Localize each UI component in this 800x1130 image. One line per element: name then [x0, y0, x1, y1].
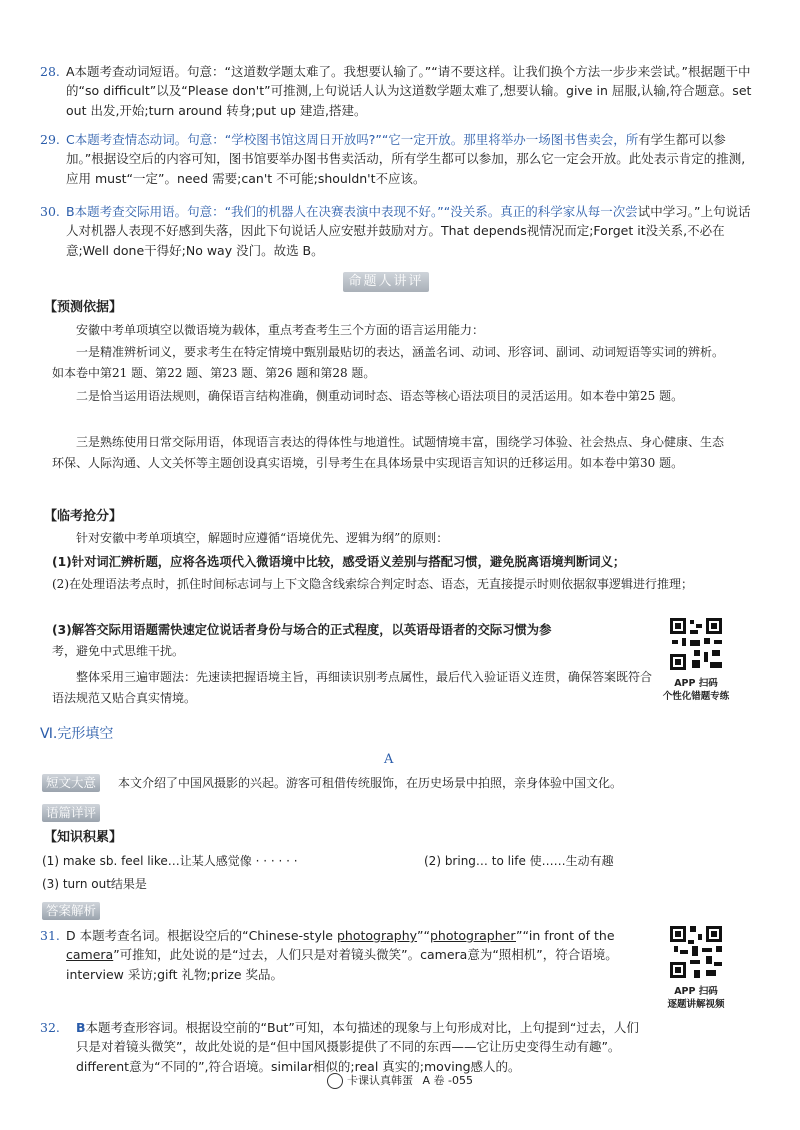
item-number: 30.: [40, 204, 60, 219]
qr-caption-line-2: 逐题讲解视频: [667, 998, 725, 1010]
knowledge-heading: 【知识积累】: [44, 830, 123, 845]
knowledge-item-1: (1) make sb. feel like…让某人感觉像 · · · · · ·: [42, 854, 298, 868]
answer-item-28: [40, 62, 752, 120]
item-text: A本题考查动词短语。句意：“这道数学题太难了。我想要认输了。”“请不要这样。让我们换个方法一步步来尝试。”根据题干中的“so difficult”以及“Please don't”可推测,上句说话人认为这道数学题太难了,想要认输。give in 屈服,认输,符合题意。set out 出发,开始;turn around 转身;put up 建造,搭建。: [66, 64, 752, 118]
basis-paragraph-4: 三是熟练使用日常交际用语，体现语言表达的得体性与地道性。试题情境丰富，围绕学习体验、社会热点、身心健康、生态环保、人际沟通、人文关怀等主题创设真实语境，引导考生在具体场景中实现语言知识的迁移运用。如本卷中第30 题。: [52, 435, 725, 470]
detail-tag: 语篇详评: [42, 804, 100, 822]
qr-caption-video: [650, 986, 742, 1012]
qr-caption-error-practice: [650, 678, 742, 704]
tips-paragraph-3: (2)在处理语法考点时，抓住时间标志词与上下文隐含线索综合判定时态、语态，无直接提示时则依据叙事逻辑进行推理；: [52, 577, 694, 591]
answer-letter: B: [76, 1020, 86, 1035]
summary-text: 本文介绍了中国风摄影的兴起。游客可租借传统服饰，在历史场景中拍照，亲身体验中国文化。: [118, 776, 623, 790]
answer-item-30: [40, 202, 752, 260]
answer-item-29: [40, 130, 752, 188]
item-text-highlight: C本题考查情态动词。句意：“学校图书馆这周日开放吗?”“它一定开放。那里将举办一场图书售卖会，所: [66, 132, 639, 147]
qr-code-video[interactable]: [668, 924, 724, 980]
item-text: [66, 130, 752, 188]
underlined-word: camera: [66, 947, 114, 963]
tips-paragraph-1: 针对安徽中考单项填空，解题时应遵循“语境优先、逻辑为纲”的原则：: [76, 531, 449, 545]
qr-caption-line-2: 个性化错题专练: [662, 690, 730, 702]
item-text-part: ”“in front of the: [515, 928, 615, 943]
tips-heading: 【临考抢分】: [44, 509, 123, 524]
footer-brand: 卡课认真韩蛋: [347, 1074, 413, 1087]
basis-paragraph-2: 一是精准辨析词义，要求考生在特定情境中甄别最贴切的表达，涵盖名词、动词、形容词、副词、动词短语等实词的辨析。如本卷中第21 题、第22 题、第23 题、第26 题和第28 题。: [52, 345, 725, 380]
item-number: 32.: [40, 1020, 60, 1035]
answer-item-32: [40, 1018, 640, 1076]
item-text-part: ”“: [417, 928, 430, 943]
knowledge-item-3: (3) turn out结果是: [42, 877, 147, 891]
basis-heading: 【预测依据】: [44, 300, 123, 315]
item-text: [66, 202, 752, 260]
knowledge-item-2: (2) bring… to life 使……生动有趣: [424, 854, 614, 868]
passage-label: A: [384, 752, 394, 767]
basis-paragraph-1: 安徽中考单项填空以微语境为载体，重点考查考生三个方面的语言运用能力：: [76, 323, 485, 337]
item-text-part: D 本题考查名词。根据设空后的“Chinese-style: [66, 928, 337, 943]
page-footer: [300, 1072, 500, 1089]
qr-code-error-practice[interactable]: [668, 616, 724, 672]
underlined-word: photography: [336, 928, 418, 943]
brand-logo-icon: [327, 1073, 343, 1089]
summary-tag: 短文大意: [42, 774, 100, 792]
underlined-word: photographer: [429, 928, 516, 943]
tips-paragraph-4-end: 考，避免中式思维干扰。: [52, 644, 185, 659]
qr-caption-line-1: APP 扫码: [674, 986, 718, 997]
tips-paragraph-4-strong: (3)解答交际用语题需快速定位说话者身份与场合的正式程度，以英语母语者的交际习惯为参: [52, 623, 552, 637]
item-text-part: ”可推知，此处说的是“过去，人们只是对着镜头微笑”。camera意为“照相机”，符合语境。interview 采访;gift 礼物;prize 奖品。: [66, 947, 618, 982]
item-number: 31.: [40, 928, 60, 943]
answer-item-31: [40, 926, 640, 984]
item-text-highlight: B本题考查交际用语。句意：“我们的机器人在决赛表演中表现不好。”“没关系。真正的科学家从每一次尝: [66, 204, 638, 219]
qr-caption-line-1: APP 扫码: [674, 678, 718, 689]
item-text: [76, 1018, 640, 1076]
answer-tag: 答案解析: [42, 902, 100, 920]
basis-paragraph-3: 二是恰当运用语法规则，确保语言结构准确，侧重动词时态、语态等核心语法项目的灵活运用。如本卷中第25 题。: [76, 389, 684, 403]
tips-paragraph-5: 整体采用三遍审题法：先速读把握语境主旨，再细读识别考点属性，最后代入验证语义连贯，确保答案既符合语法规范又贴合真实情境。: [52, 670, 653, 705]
footer-page-number: A 卷 -055: [422, 1074, 473, 1087]
item-number: 28.: [40, 64, 60, 79]
section-title: Ⅵ.完形填空: [40, 726, 114, 742]
item-text-rest: 有学生都可以参加。”根据设空后的内容可知，图书馆要举办图书售卖活动，所有学生都可以参加，那么它一定会开放。此处表示肯定的推测,应用 must“一定”。need 需要;can't 不可能;shouldn't不应该。: [66, 132, 746, 186]
item-text-rest: 本题考查形容词。根据设空前的“But”可知，本句描述的现象与上句形成对比，上句提到“过去，人们只是对着镜头微笑”，故此处说的是“但中国风摄影提供了不同的东西——它让历史变得生动有趣”。different意为“不同的”,符合语境。similar相似的;real 真实的;moving感人的。: [76, 1020, 639, 1074]
item-text: [66, 926, 640, 984]
item-number: 29.: [40, 132, 60, 147]
tips-paragraph-2: (1)针对词汇辨析题，应将各选项代入微语境中比较，感受语义差别与搭配习惯，避免脱离语境判断词义；: [52, 555, 626, 569]
tips-paragraph-4: [52, 620, 658, 662]
commentary-banner: 命题人讲评: [343, 272, 429, 292]
item-text-rest: 试中学习。”上句说话人对机器人表现不好感到失落，因此下句说话人应安慰并鼓励对方。That depends视情况而定;Forget it没关系,不必在意;Well done干得好;No way 没门。故选 B。: [66, 204, 751, 258]
